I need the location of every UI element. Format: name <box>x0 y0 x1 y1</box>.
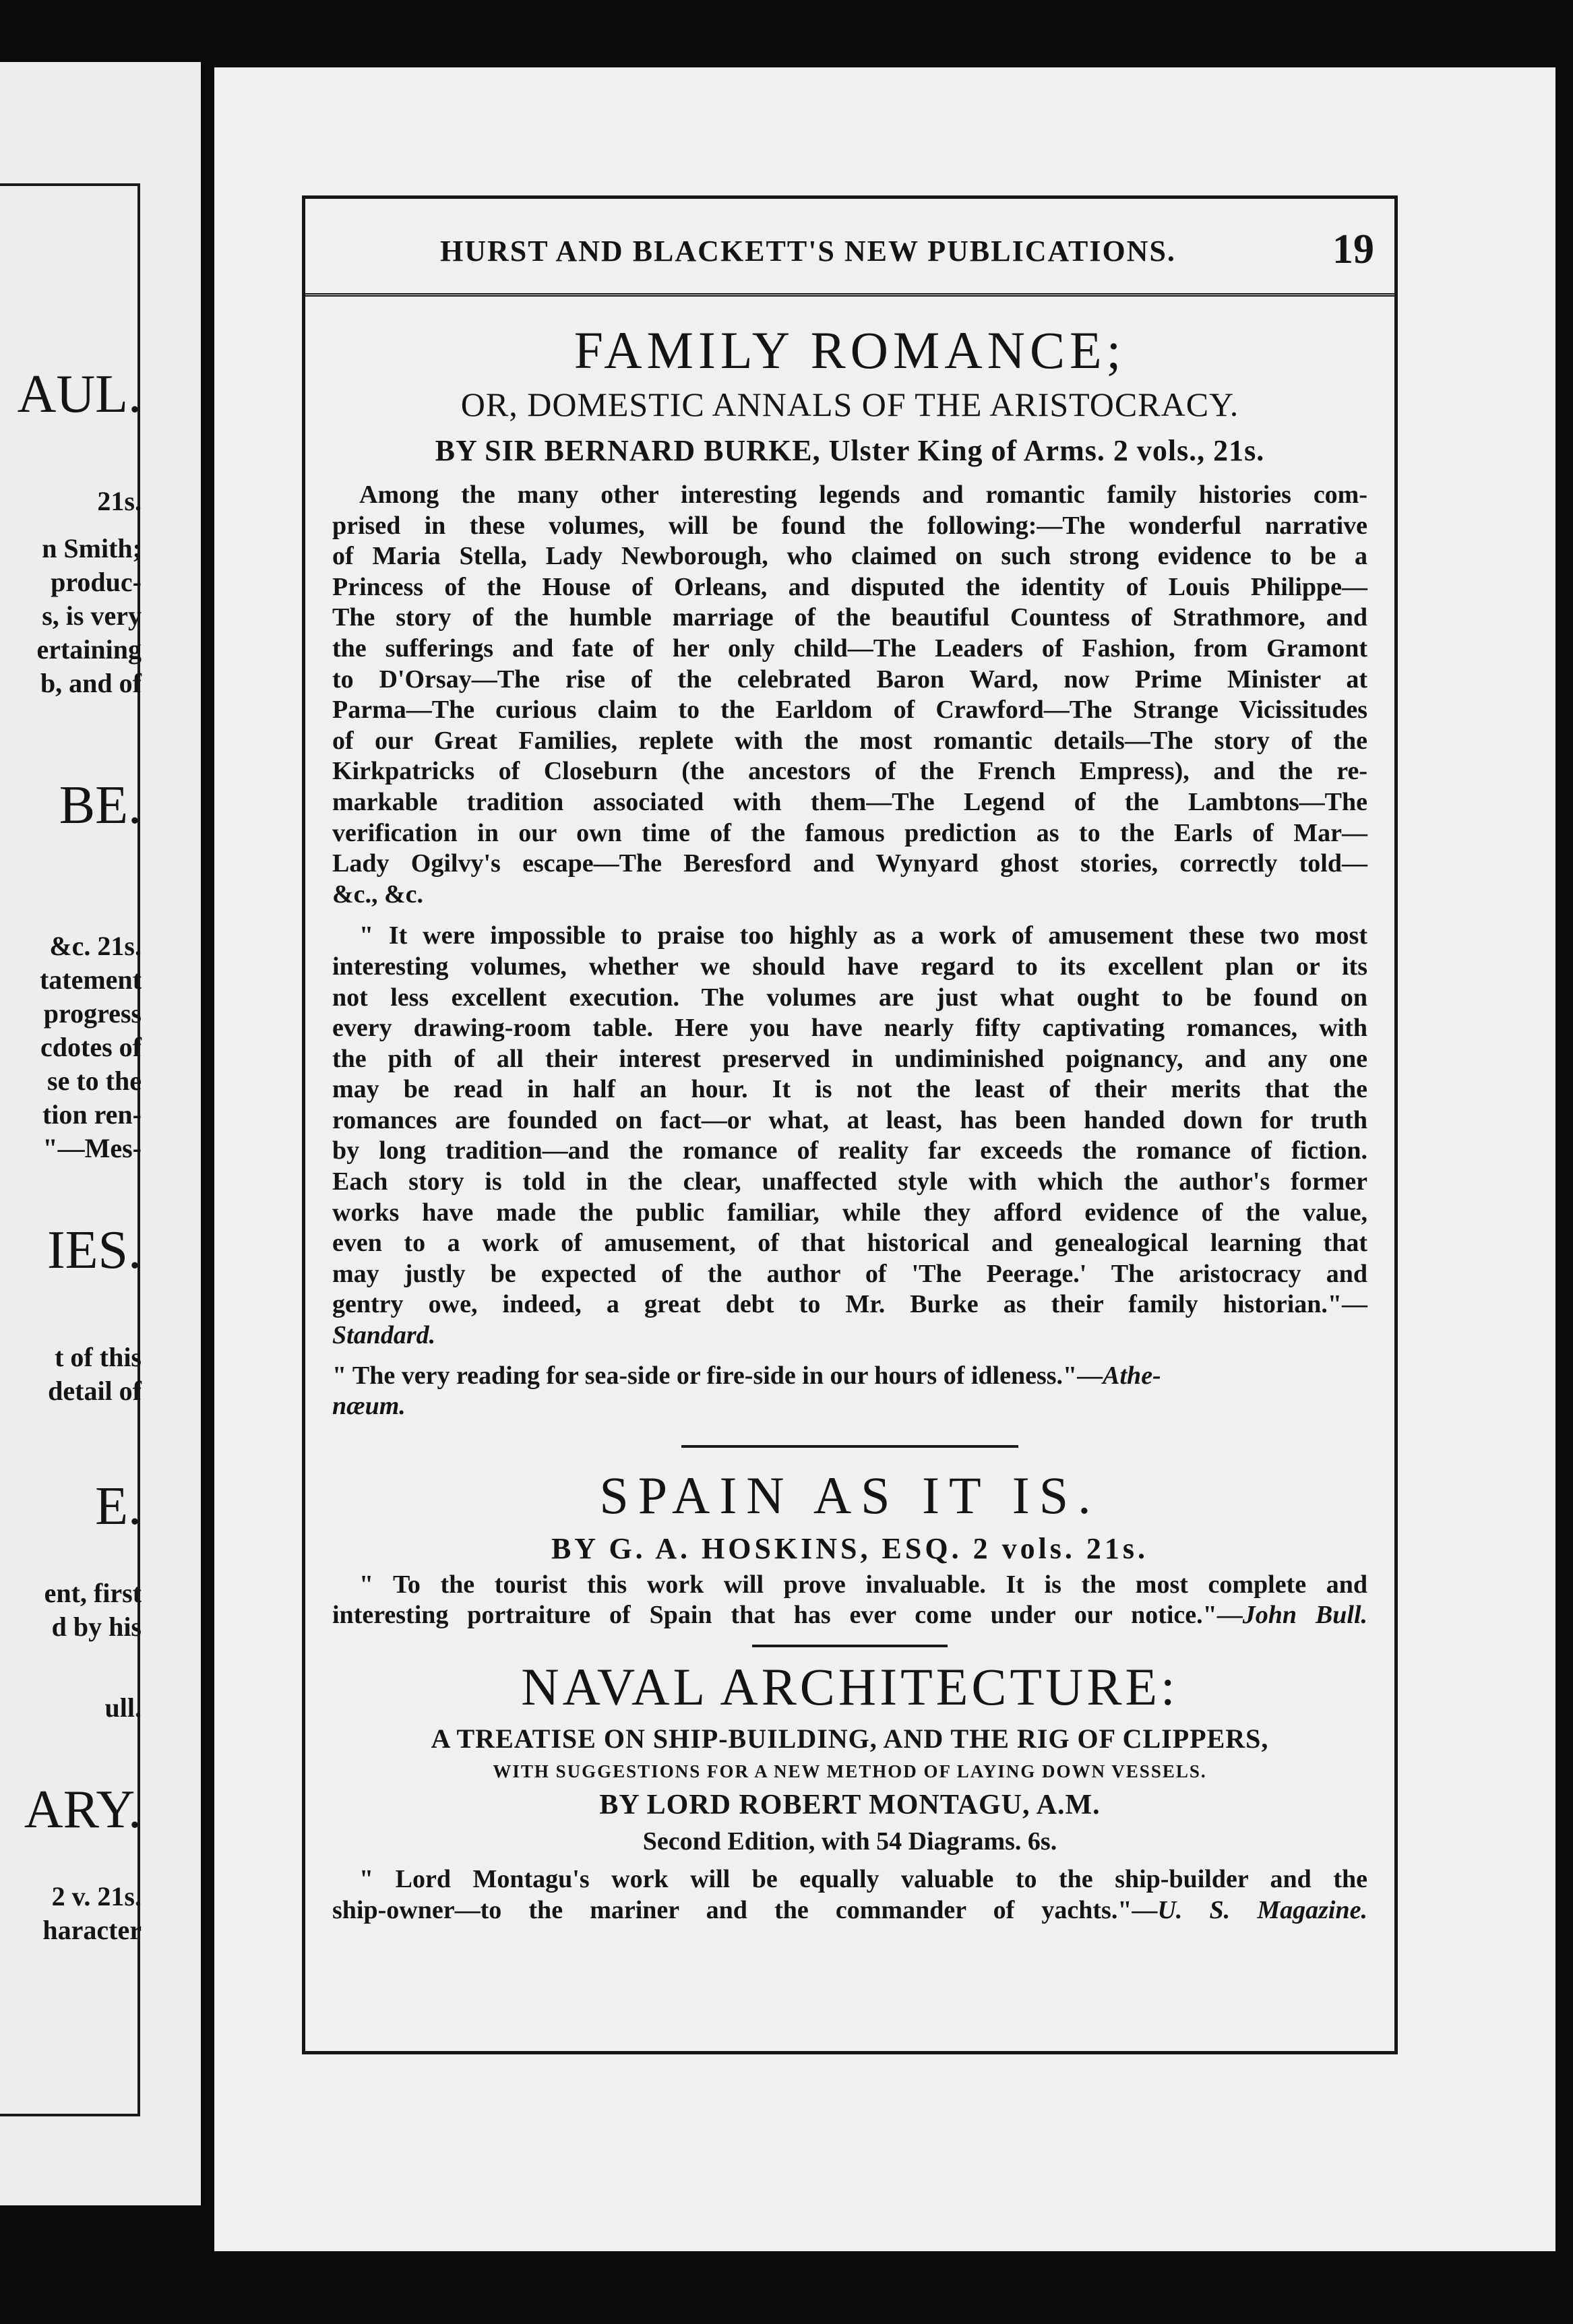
text-line: every drawing-room table. Here you have nearly fifty captivating romances, with <box>332 1014 1367 1043</box>
text-line: of Maria Stella, Lady Newborough, who claimed on such strong evidence to be a <box>332 542 1367 571</box>
left-page-line: tion ren- <box>42 1099 142 1130</box>
text-line: by long tradition—and the romance of reality far exceeds the romance of fiction. <box>332 1136 1367 1165</box>
left-page-line: se to the <box>47 1066 142 1096</box>
left-page-line: t of this <box>55 1342 142 1372</box>
left-page-line: ertaining <box>36 634 142 665</box>
text-line: romances are founded on fact—or what, at least, has been handed down for truth <box>332 1105 1367 1134</box>
family-romance-review-source: Standard. <box>332 1321 436 1350</box>
naval-subtitle-2: WITH SUGGESTIONS FOR A NEW METHOD OF LAYING DOWN VESSELS. <box>493 1761 1207 1781</box>
spain-review <box>332 1570 1367 1631</box>
naval-section <box>332 1657 1367 1926</box>
naval-subtitle: A TREATISE ON SHIP-BUILDING, AND THE RIG OF CLIPPERS, <box>431 1723 1269 1754</box>
page-number: 19 <box>1332 226 1374 272</box>
text-line-content: interesting portraiture of Spain that has ever come under our notice."— <box>332 1601 1243 1630</box>
page-content <box>332 300 1367 1926</box>
text-line <box>332 1600 1367 1631</box>
left-page-line: haracter <box>42 1915 142 1945</box>
family-romance-review-2 <box>332 1361 1367 1422</box>
text-line: Kirkpatricks of Closeburn (the ancestors of the French Empress), and the re- <box>332 757 1367 786</box>
naval-title: NAVAL ARCHITECTURE: <box>521 1657 1179 1716</box>
page-border-frame <box>302 195 1398 2054</box>
text-line: The story of the humble marriage of the beautiful Countess of Strathmore, and <box>332 603 1367 632</box>
text-line: verification in our own time of the famous prediction as to the Earls of Mar— <box>332 818 1367 847</box>
text-line: gentry owe, indeed, a great debt to Mr. Burke as their family historian."— <box>332 1290 1367 1319</box>
left-page-line: cdotes of <box>40 1032 142 1062</box>
left-page-line: 2 v. 21s. <box>51 1881 142 1912</box>
left-page-line: progress <box>43 998 142 1029</box>
text-line: " To the tourist this work will prove invaluable. It is the most complete and <box>359 1570 1367 1599</box>
review-source: John Bull. <box>1242 1601 1368 1630</box>
page-header <box>305 199 1394 297</box>
family-romance-title: FAMILY ROMANCE; <box>574 321 1126 379</box>
left-page-line: "—Mes- <box>42 1133 142 1163</box>
text-line: the pith of all their interest preserved in undiminished poignancy, and any one <box>332 1044 1367 1073</box>
text-line: may be read in half an hour. It is not the least of their merits that the <box>332 1075 1367 1104</box>
text-line: Parma—The curious claim to the Earldom of Crawford—The Strange Vicissitudes <box>332 696 1367 725</box>
left-page-line: BE. <box>59 776 142 835</box>
text-line: prised in these volumes, will be found the following:—The wonderful narrative <box>332 511 1367 540</box>
family-romance-review-source-line <box>332 1320 1367 1351</box>
left-page-line: d by his <box>51 1612 142 1642</box>
left-page-line: b, and of <box>40 668 142 698</box>
family-romance-subtitle: OR, DOMESTIC ANNALS OF THE ARISTOCRACY. <box>460 386 1239 423</box>
text-line: markable tradition associated with them—The Legend of the Lambtons—The <box>332 787 1367 816</box>
section-divider-1 <box>681 1445 1018 1448</box>
spain-title: SPAIN AS IT IS. <box>599 1465 1101 1525</box>
naval-edition: Second Edition, with 54 Diagrams. 6s. <box>642 1827 1057 1856</box>
left-page-line: s, is very <box>42 601 142 631</box>
text-line: the sufferings and fate of her only child—The Leaders of Fashion, from Gramont <box>332 634 1367 663</box>
left-page-line: E. <box>95 1477 142 1536</box>
text-line: Lady Ogilvy's escape—The Beresford and Wynyard ghost stories, correctly told— <box>332 849 1367 878</box>
family-romance-review-2-source-b: næum. <box>332 1392 406 1421</box>
text-line: " It were impossible to praise too highly as a work of amusement these two most <box>359 921 1367 950</box>
section-divider-2 <box>752 1645 948 1647</box>
text-line: Among the many other interesting legends and romantic family histories com- <box>359 481 1367 509</box>
review-source: U. S. Magazine. <box>1157 1895 1367 1924</box>
family-romance-byline: BY SIR BERNARD BURKE, Ulster King of Arms. 2 vols., 21s. <box>435 434 1265 467</box>
text-line: Each story is told in the clear, unaffected style with which the author's former <box>332 1167 1367 1196</box>
family-romance-review-2-source-a: Athe- <box>1103 1361 1161 1390</box>
text-line: works have made the public familiar, while they afford evidence of the value, <box>332 1198 1367 1227</box>
spain-section <box>332 1465 1367 1631</box>
spain-byline: BY G. A. HOSKINS, ESQ. 2 vols. 21s. <box>551 1531 1149 1565</box>
family-romance-review <box>332 921 1367 1320</box>
text-line <box>332 1895 1367 1926</box>
family-romance-section <box>332 320 1367 1422</box>
left-page-line: produc- <box>51 567 142 597</box>
family-romance-description <box>332 480 1367 910</box>
family-romance-review-2-text: " The very reading for sea-side or fire-side in our hours of idleness."— <box>332 1361 1103 1390</box>
left-page-line: ARY. <box>24 1780 142 1839</box>
text-line: may justly be expected of the author of 'The Peerage.' The aristocracy and <box>332 1259 1367 1288</box>
running-title: HURST AND BLACKETT'S NEW PUBLICATIONS. <box>440 235 1176 268</box>
text-line: of our Great Families, replete with the most romantic details—The story of the <box>332 726 1367 755</box>
text-line-content: ship-owner—to the mariner and the commander of yachts."— <box>332 1895 1158 1924</box>
left-page-line: 21s. <box>97 486 142 516</box>
text-line: " Lord Montagu's work will be equally valuable to the ship-builder and the <box>359 1865 1367 1893</box>
left-page-fragment <box>0 62 201 2205</box>
left-page-line: n Smith; <box>42 533 142 563</box>
left-page-line: ent, first <box>44 1578 142 1608</box>
book-page <box>214 67 1555 2251</box>
left-page-line: &c. 21s. <box>49 931 142 961</box>
left-page-line: detail of <box>48 1376 142 1406</box>
left-page-line: tatement <box>39 965 142 995</box>
naval-review <box>332 1864 1367 1926</box>
left-page-line: IES. <box>47 1221 142 1280</box>
text-line: interesting volumes, whether we should have regard to its excellent plan or its <box>332 952 1367 981</box>
text-line: &c., &c. <box>332 880 424 909</box>
left-page-line: AUL. <box>17 365 142 424</box>
left-page-line: ull. <box>104 1692 142 1723</box>
text-line: not less excellent execution. The volumes are just what ought to be found on <box>332 983 1367 1012</box>
text-line: Princess of the House of Orleans, and disputed the identity of Louis Philippe— <box>332 572 1367 601</box>
naval-byline: BY LORD ROBERT MONTAGU, A.M. <box>599 1790 1101 1821</box>
text-line: to D'Orsay—The rise of the celebrated Baron Ward, now Prime Minister at <box>332 665 1367 694</box>
text-line: even to a work of amusement, of that historical and genealogical learning that <box>332 1229 1367 1258</box>
